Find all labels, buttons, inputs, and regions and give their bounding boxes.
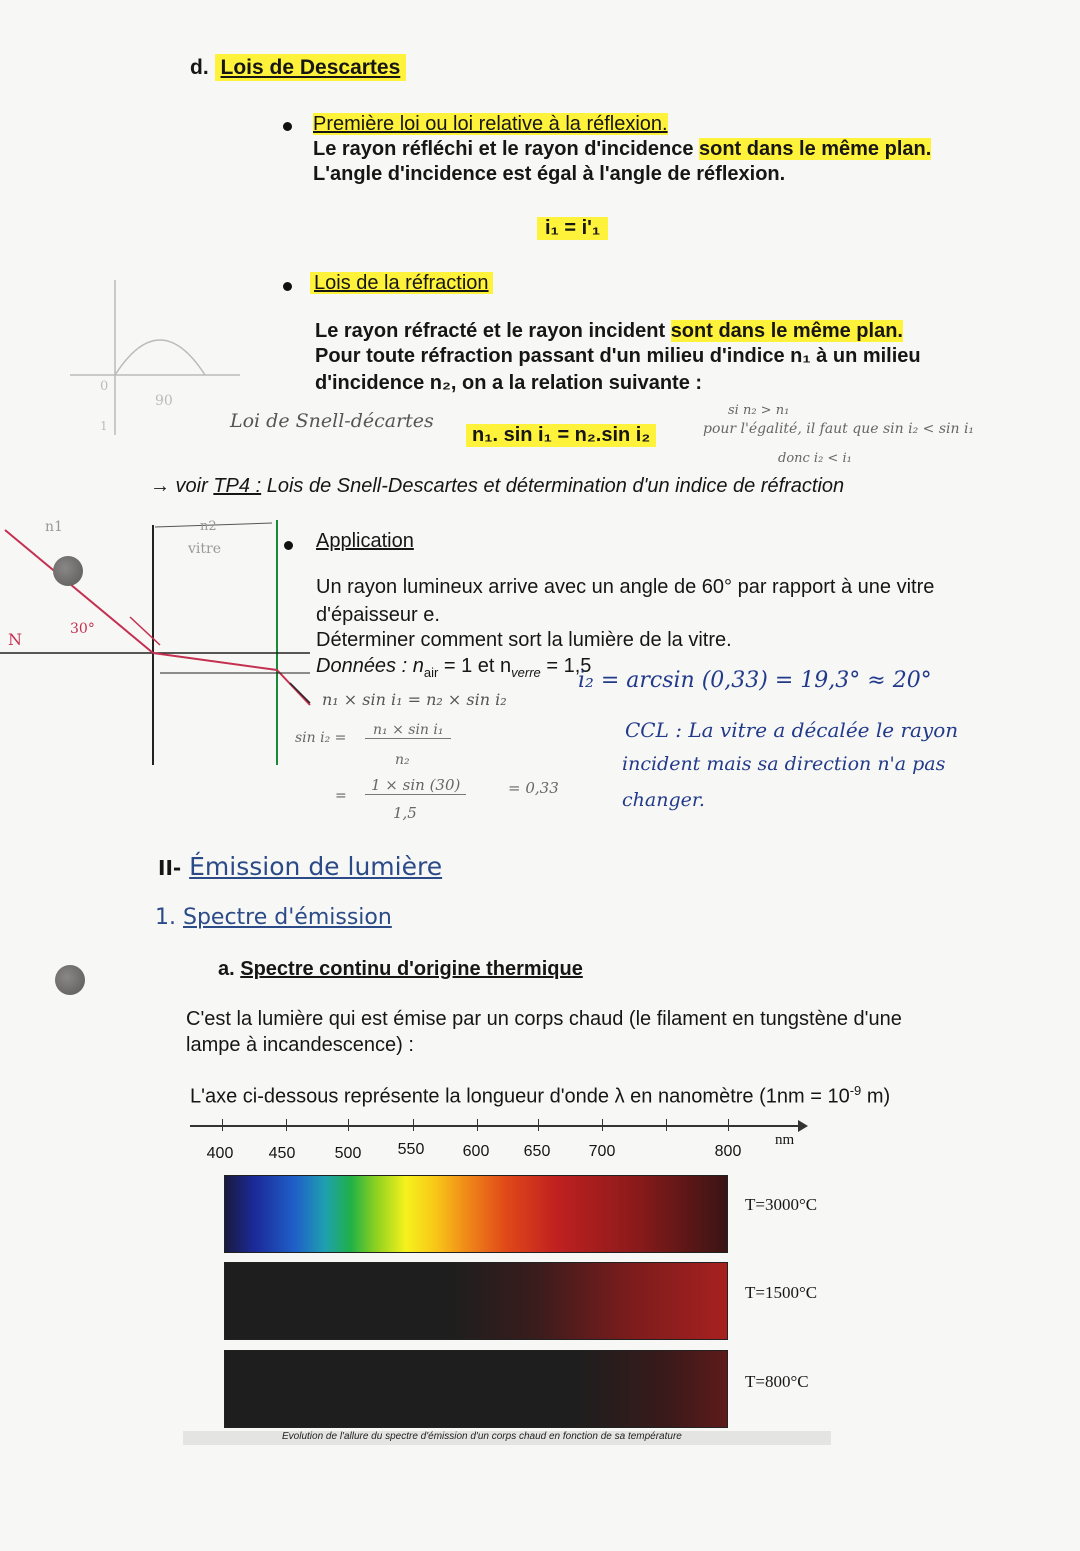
bullet-refraction <box>283 282 292 291</box>
diagram-n1-label: n1 <box>45 519 63 535</box>
axis-tick <box>348 1119 349 1131</box>
tick-label-600: 600 <box>462 1143 490 1160</box>
calc-line3-den: 1,5 <box>393 804 417 822</box>
arcsin-line: i₂ = arcsin (0,33) = 19,3° ≈ 20° <box>578 668 932 693</box>
tick-label-650: 650 <box>523 1143 551 1160</box>
tick-label-500: 500 <box>334 1145 362 1162</box>
calc-line3-res: = 0,33 <box>508 779 559 797</box>
emission-section-heading <box>158 852 442 881</box>
reflexion-formula: i₁ = i'₁ <box>537 217 608 240</box>
punch-hole-bottom <box>55 965 85 995</box>
wavelength-axis <box>190 1125 800 1127</box>
reflexion-title-text: Première loi ou loi relative à la réflexion. <box>313 113 668 135</box>
axis-unit: nm <box>775 1132 795 1148</box>
diagram-angle-label: 30° <box>70 621 95 637</box>
bullet-reflexion <box>283 122 292 131</box>
reflexion-line1 <box>313 138 931 161</box>
spectre-continu-prefix: a. <box>218 958 235 980</box>
application-line3: Déterminer comment sort la lumière de la vitre. <box>316 629 732 651</box>
axis-tick <box>728 1119 729 1131</box>
emission-section-title: Émission de lumière <box>189 852 443 881</box>
emission-para2: lampe à incandescence) : <box>186 1034 414 1056</box>
spectre-title: Spectre d'émission <box>183 905 392 930</box>
temp-label-3000: T=3000°C <box>745 1195 818 1214</box>
punch-hole-top <box>53 556 83 586</box>
temp-label-800: T=800°C <box>745 1372 809 1391</box>
vitre-diagram <box>0 505 320 765</box>
refraction-line1-b: sont dans le même plan. <box>670 320 903 342</box>
axis-tick <box>222 1119 223 1131</box>
application-line1: Un rayon lumineux arrive avec un angle de 60° par rapport à une vitre <box>316 576 935 598</box>
donnees-verre-sub: verre <box>511 665 541 680</box>
axis-description <box>190 1083 890 1109</box>
descartes-heading-prefix: d. <box>190 56 209 79</box>
refraction-title <box>310 272 493 295</box>
axis-tick <box>538 1119 539 1131</box>
ccl-line1: CCL : La vitre a décalée le rayon <box>625 718 959 742</box>
calc-line2-lhs: sin i₂ = <box>295 730 347 746</box>
axis-tick <box>286 1119 287 1131</box>
descartes-heading-title: Lois de Descartes <box>215 54 407 81</box>
tick-label-800: 800 <box>714 1143 742 1160</box>
handwritten-side-note1: si n₂ > n₁ <box>728 403 790 418</box>
application-donnees <box>316 655 591 680</box>
reflexion-line2: L'angle d'incidence est égal à l'angle de réflexion. <box>313 163 786 185</box>
spectre-prefix: 1. <box>155 905 176 930</box>
voir-prefix: → voir <box>150 475 214 497</box>
voir-text: Lois de Snell-Descartes et détermination d'un indice de réfraction <box>261 475 845 497</box>
tick-label-700: 700 <box>588 1143 616 1160</box>
diagram-N-label: N <box>8 630 22 649</box>
spectrum-3000 <box>224 1175 728 1253</box>
donnees-end: = 1,5 <box>540 655 592 677</box>
application-line2: d'épaisseur e. <box>316 604 440 626</box>
axis-arrow-icon <box>798 1120 808 1132</box>
spectre-emission-heading <box>155 905 392 930</box>
emission-section-prefix: II- <box>158 856 182 880</box>
handwritten-side-note2: pour l'égalité, il faut que sin i₂ < sin i₁ <box>703 421 975 437</box>
axis-tick <box>477 1119 478 1131</box>
spectrum-1500 <box>224 1262 728 1340</box>
tick-label-450: 450 <box>268 1145 296 1162</box>
spectre-continu-title: Spectre continu d'origine thermique <box>240 958 583 980</box>
voir-tp4-line <box>150 475 844 498</box>
refraction-line1-a: Le rayon réfracté et le rayon incident <box>315 320 671 342</box>
ccl-line2: incident mais sa direction n'a pas <box>622 753 946 775</box>
graph-one-label: 1 <box>100 419 108 433</box>
emission-para1: C'est la lumière qui est émise par un corps chaud (le filament en tungstène d'une <box>186 1008 902 1030</box>
tick-label-550: 550 <box>397 1141 425 1158</box>
diagram-n2-label: n2 <box>200 519 217 534</box>
spectrum-caption: Evolution de l'allure du spectre d'émission d'un corps chaud en fonction de sa température <box>282 1431 682 1442</box>
donnees-air-sub: air <box>423 665 439 680</box>
reflexion-line1-a: Le rayon réfléchi et le rayon d'incidence <box>313 138 699 160</box>
axis-tick <box>602 1119 603 1131</box>
margin-sketch-graph <box>60 265 250 445</box>
axis-exponent: -9 <box>849 1083 862 1098</box>
calc-line2-den: n₂ <box>395 752 410 768</box>
graph-90-label: 90 <box>155 393 173 409</box>
refraction-line3: d'incidence n₂, on a la relation suivante : <box>315 372 703 394</box>
handwritten-side-note3: donc i₂ < i₁ <box>778 451 852 466</box>
refraction-line2: Pour toute réfraction passant d'un milieu d'indice n₁ à un milieu <box>315 345 921 367</box>
descartes-heading <box>190 56 406 80</box>
calc-line3-num: 1 × sin (30) <box>365 776 466 795</box>
ccl-line3: changer. <box>622 789 705 811</box>
axis-text: L'axe ci-dessous représente la longueur d'onde λ en nanomètre (1nm = 10 <box>190 1085 850 1108</box>
voir-tp4-link[interactable]: TP4 : <box>213 475 262 497</box>
graph-zero-label: 0 <box>100 379 109 394</box>
donnees-a: Données : n <box>316 655 424 677</box>
calc-line2-num: n₁ × sin i₁ <box>365 722 451 739</box>
refraction-title-text: Lois de la réfraction <box>310 272 493 294</box>
diagram-vitre-label: vitre <box>188 541 221 557</box>
axis-tick <box>666 1119 667 1131</box>
application-title: Application <box>316 530 414 552</box>
axis-end: m) <box>861 1085 891 1108</box>
refraction-line1 <box>315 320 903 343</box>
spectrum-800 <box>224 1350 728 1428</box>
temp-label-1500: T=1500°C <box>745 1283 818 1302</box>
bullet-application <box>284 541 293 550</box>
donnees-mid: = 1 et n <box>438 655 512 677</box>
reflexion-line1-b: sont dans le même plan. <box>699 138 932 160</box>
tick-label-400: 400 <box>206 1145 234 1162</box>
refraction-formula: n₁. sin i₁ = n₂.sin i₂ <box>466 424 656 447</box>
axis-tick <box>413 1119 414 1131</box>
spectre-continu-heading <box>218 958 583 981</box>
handwritten-loi-snell: Loi de Snell-décartes <box>230 410 434 432</box>
calc-line1: n₁ × sin i₁ = n₂ × sin i₂ <box>322 690 507 709</box>
reflexion-title <box>313 113 668 136</box>
